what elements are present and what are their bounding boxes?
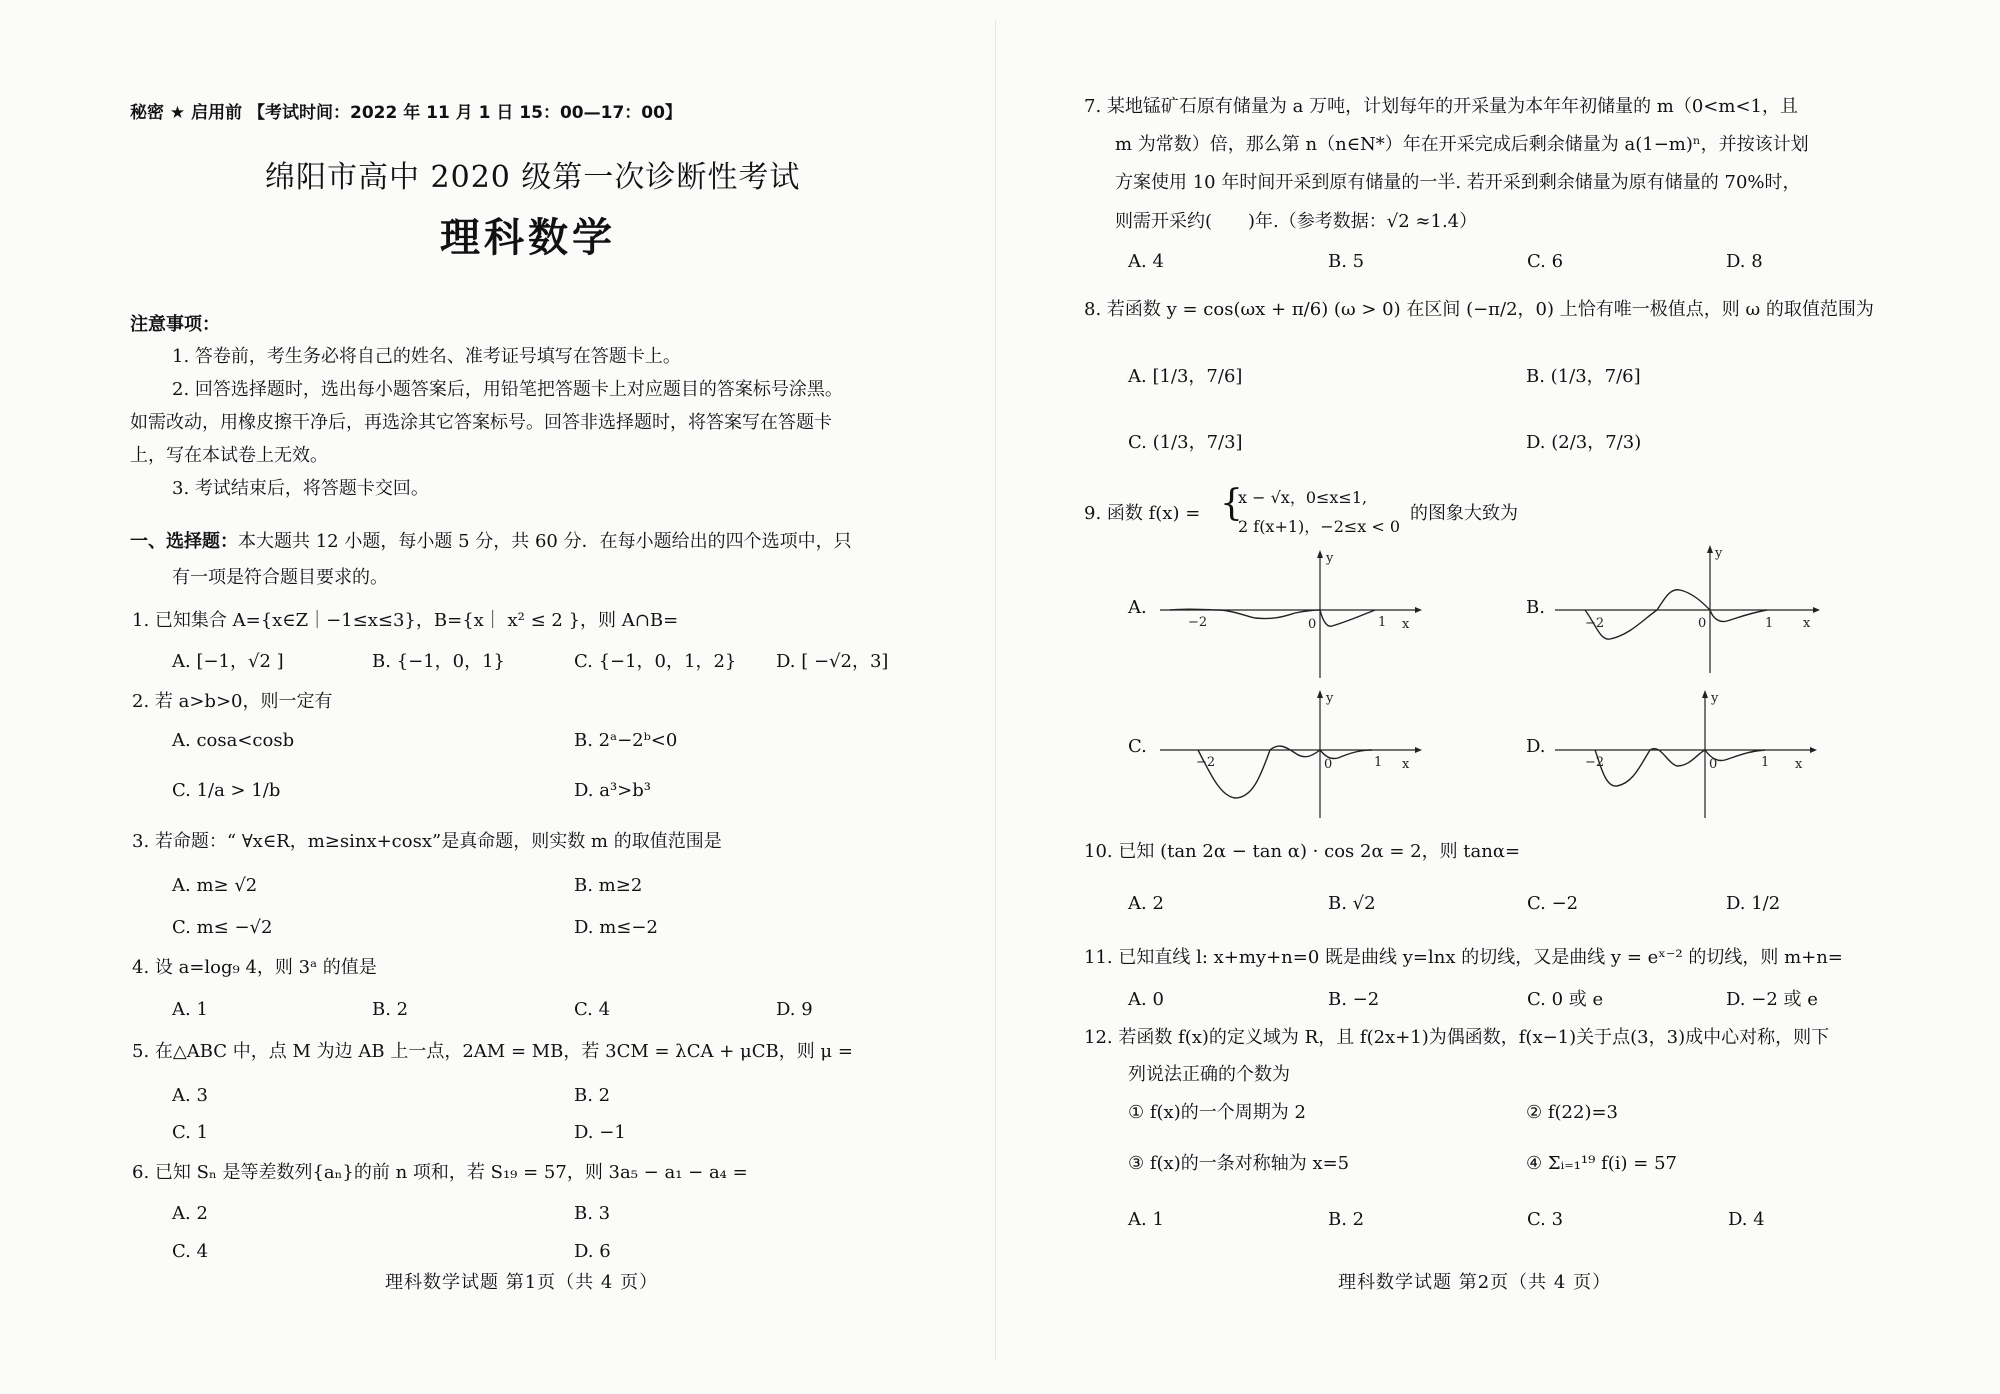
- q4-option-b: B. 2: [372, 999, 409, 1020]
- question-2: 2. 若 a>b>0，则一定有: [132, 691, 333, 712]
- page-2: [1000, 0, 2000, 1394]
- q3-option-a: A. m≥ √2: [172, 875, 258, 896]
- page-footer: 理科数学试题 第1页（共 4 页）: [385, 1272, 659, 1293]
- q12-statement-1: ① f(x)的一个周期为 2: [1128, 1102, 1306, 1123]
- notice-line: 上，写在本试卷上无效。: [130, 445, 328, 466]
- q4-option-d: D. 9: [776, 999, 813, 1020]
- confidential-header: 秘密 ★ 启用前 【考试时间：2022 年 11 月 1 日 15：00—17：00】: [130, 103, 682, 123]
- q12-statement-4: ④ Σᵢ₌₁¹⁹ f(i) = 57: [1526, 1153, 1677, 1174]
- q1-option-b: B. {−1，0，1}: [372, 651, 506, 672]
- question-7: 7. 某地锰矿石原有储量为 a 万吨，计划每年的开采量为本年年初储量的 m（0<m<1，且: [1084, 96, 1798, 117]
- question-7-line: m 为常数）倍，那么第 n（n∈N*）年在开采完成后剩余储量为 a(1−m)ⁿ，并按该计划: [1115, 134, 1809, 155]
- question-9: 9. 函数 f(x) =: [1084, 503, 1201, 524]
- graph-b-neg-two: −2: [1585, 616, 1605, 631]
- graph-d-y-label: y: [1711, 691, 1719, 706]
- graph-a-y-label: y: [1326, 551, 1334, 566]
- graph-d: [1555, 688, 1825, 818]
- graph-d-neg-two: −2: [1585, 755, 1605, 770]
- graph-c-x-label: x: [1402, 757, 1410, 772]
- notice-line: 2. 回答选择题时，选出每小题答案后，用铅笔把答题卡上对应题目的答案标号涂黑。: [172, 379, 843, 400]
- q10-option-c: C. −2: [1527, 893, 1579, 914]
- question-12-line: 列说法正确的个数为: [1128, 1064, 1290, 1085]
- q8-option-a: A. [1/3，7/6]: [1128, 366, 1243, 387]
- q6-option-d: D. 6: [574, 1241, 611, 1262]
- question-7-line: 方案使用 10 年时间开采到原有储量的一半. 若开采到剩余储量为原有储量的 70%时，: [1115, 172, 1801, 193]
- q6-option-c: C. 4: [172, 1241, 209, 1262]
- q7-option-a: A. 4: [1128, 251, 1164, 272]
- exam-subject: 理科数学: [440, 215, 616, 261]
- q5-option-a: A. 3: [172, 1085, 208, 1106]
- graph-a-x-label: x: [1402, 617, 1410, 632]
- q11-option-a: A. 0: [1128, 989, 1164, 1010]
- q4-option-a: A. 1: [172, 999, 208, 1020]
- q12-option-a: A. 1: [1128, 1209, 1164, 1230]
- notice-line: 1. 答卷前，考生务必将自己的姓名、准考证号填写在答题卡上。: [172, 346, 681, 367]
- graph-b-x-label: x: [1803, 616, 1811, 631]
- q3-option-d: D. m≤−2: [574, 917, 658, 938]
- question-8: 8. 若函数 y = cos(ωx + π/6) (ω > 0) 在区间 (−π/2，0) 上恰有唯一极值点，则 ω 的取值范围为: [1084, 299, 1874, 320]
- q9-case-1: x − √x，0≤x≤1,: [1238, 488, 1368, 507]
- q10-option-d: D. 1/2: [1726, 893, 1781, 914]
- q12-statement-3: ③ f(x)的一条对称轴为 x=5: [1128, 1153, 1350, 1174]
- q9-case-2: 2 f(x+1)，−2≤x < 0: [1238, 517, 1401, 536]
- section-title: 一、选择题：: [130, 531, 238, 552]
- q5-option-c: C. 1: [172, 1122, 209, 1143]
- page-divider: [995, 20, 996, 1360]
- q1-option-c: C. {−1，0，1，2}: [574, 651, 737, 672]
- q11-option-d: D. −2 或 e: [1726, 989, 1818, 1010]
- graph-a: [1160, 548, 1430, 678]
- section-desc-cont: 有一项是符合题目要求的。: [172, 567, 388, 588]
- q2-option-d: D. a³>b³: [574, 780, 652, 801]
- q12-option-b: B. 2: [1328, 1209, 1365, 1230]
- graph-a-neg-two: −2: [1188, 615, 1208, 630]
- question-1: 1. 已知集合 A={x∈Z｜−1≤x≤3}，B={x｜ x² ≤ 2 }，则 A∩B=: [132, 610, 679, 631]
- question-11: 11. 已知直线 l: x+my+n=0 既是曲线 y=lnx 的切线，又是曲线 y = eˣ⁻² 的切线，则 m+n=: [1084, 947, 1843, 968]
- graph-c-y-label: y: [1326, 691, 1334, 706]
- q8-option-b: B. (1/3，7/6]: [1526, 366, 1641, 387]
- q3-option-c: C. m≤ −√2: [172, 917, 273, 938]
- question-9-suffix: 的图象大致为: [1410, 503, 1518, 524]
- question-12: 12. 若函数 f(x)的定义域为 R，且 f(2x+1)为偶函数，f(x−1)关于点(3，3)成中心对称，则下: [1084, 1027, 1830, 1048]
- graph-a-origin: 0: [1308, 617, 1317, 632]
- q11-option-b: B. −2: [1328, 989, 1380, 1010]
- graph-b-origin: 0: [1698, 616, 1707, 631]
- q1-option-a: A. [−1，√2 ]: [172, 651, 284, 672]
- q9-option-a: A.: [1128, 597, 1147, 618]
- q12-option-d: D. 4: [1728, 1209, 1765, 1230]
- question-6: 6. 已知 Sₙ 是等差数列{aₙ}的前 n 项和，若 S₁₉ = 57，则 3a₅ − a₁ − a₄ =: [132, 1162, 748, 1183]
- graph-b-one: 1: [1765, 616, 1774, 631]
- notice-line: 如需改动，用橡皮擦干净后，再选涂其它答案标号。回答非选择题时，将答案写在答题卡: [130, 412, 832, 433]
- notice-line: 3. 考试结束后，将答题卡交回。: [172, 478, 429, 499]
- q6-option-a: A. 2: [172, 1203, 208, 1224]
- q9-option-d: D.: [1526, 736, 1546, 757]
- q9-option-c: C.: [1128, 736, 1147, 757]
- q5-option-b: B. 2: [574, 1085, 611, 1106]
- q10-option-a: A. 2: [1128, 893, 1164, 914]
- question-7-line: 则需开采约( )年.（参考数据：√2 ≈1.4）: [1115, 211, 1478, 232]
- q2-option-b: B. 2ᵃ−2ᵇ<0: [574, 730, 678, 751]
- page-footer: 理科数学试题 第2页（共 4 页）: [1338, 1272, 1612, 1293]
- section-heading: [130, 530, 852, 554]
- q6-option-b: B. 3: [574, 1203, 611, 1224]
- question-5: 5. 在△ABC 中，点 M 为边 AB 上一点，2AM = MB，若 3CM = λCA + μCB，则 μ =: [132, 1041, 853, 1062]
- graph-d-one: 1: [1761, 755, 1770, 770]
- question-4: 4. 设 a=log₉ 4，则 3ᵃ 的值是: [132, 957, 377, 978]
- notice-title: 注意事项：: [130, 314, 220, 335]
- q8-option-c: C. (1/3，7/3]: [1128, 432, 1243, 453]
- q12-option-c: C. 3: [1527, 1209, 1564, 1230]
- graph-b-y-label: y: [1715, 546, 1723, 561]
- q9-option-b: B.: [1526, 597, 1545, 618]
- q7-option-d: D. 8: [1726, 251, 1763, 272]
- q5-option-d: D. −1: [574, 1122, 626, 1143]
- q11-option-c: C. 0 或 e: [1527, 989, 1604, 1010]
- q7-option-b: B. 5: [1328, 251, 1365, 272]
- section-desc: 本大题共 12 小题，每小题 5 分，共 60 分．在每小题给出的四个选项中，只: [238, 531, 852, 552]
- q2-option-c: C. 1/a > 1/b: [172, 780, 281, 801]
- q3-option-b: B. m≥2: [574, 875, 643, 896]
- q12-statement-2: ② f(22)=3: [1526, 1102, 1619, 1123]
- graph-c-neg-two: −2: [1196, 755, 1216, 770]
- q8-option-d: D. (2/3，7/3): [1526, 432, 1642, 453]
- page-1: [0, 0, 990, 1394]
- graph-d-x-label: x: [1795, 757, 1803, 772]
- graph-a-one: 1: [1378, 615, 1387, 630]
- q2-option-a: A. cosa<cosb: [172, 730, 295, 751]
- graph-c-origin: 0: [1324, 757, 1333, 772]
- graph-c: [1160, 688, 1430, 818]
- graph-d-origin: 0: [1709, 757, 1718, 772]
- exam-title: 绵阳市高中 2020 级第一次诊断性考试: [265, 160, 801, 195]
- q7-option-c: C. 6: [1527, 251, 1564, 272]
- q10-option-b: B. √2: [1328, 893, 1376, 914]
- q1-option-d: D. [ −√2，3]: [776, 651, 889, 672]
- question-10: 10. 已知 (tan 2α − tan α) · cos 2α = 2，则 tanα=: [1084, 841, 1521, 862]
- graph-c-one: 1: [1374, 755, 1383, 770]
- question-3: 3. 若命题：“ ∀x∈R，m≥sinx+cosx”是真命题，则实数 m 的取值范围是: [132, 831, 722, 852]
- q4-option-c: C. 4: [574, 999, 611, 1020]
- piecewise-brace: {: [1220, 483, 1243, 524]
- graph-b: [1555, 543, 1825, 673]
